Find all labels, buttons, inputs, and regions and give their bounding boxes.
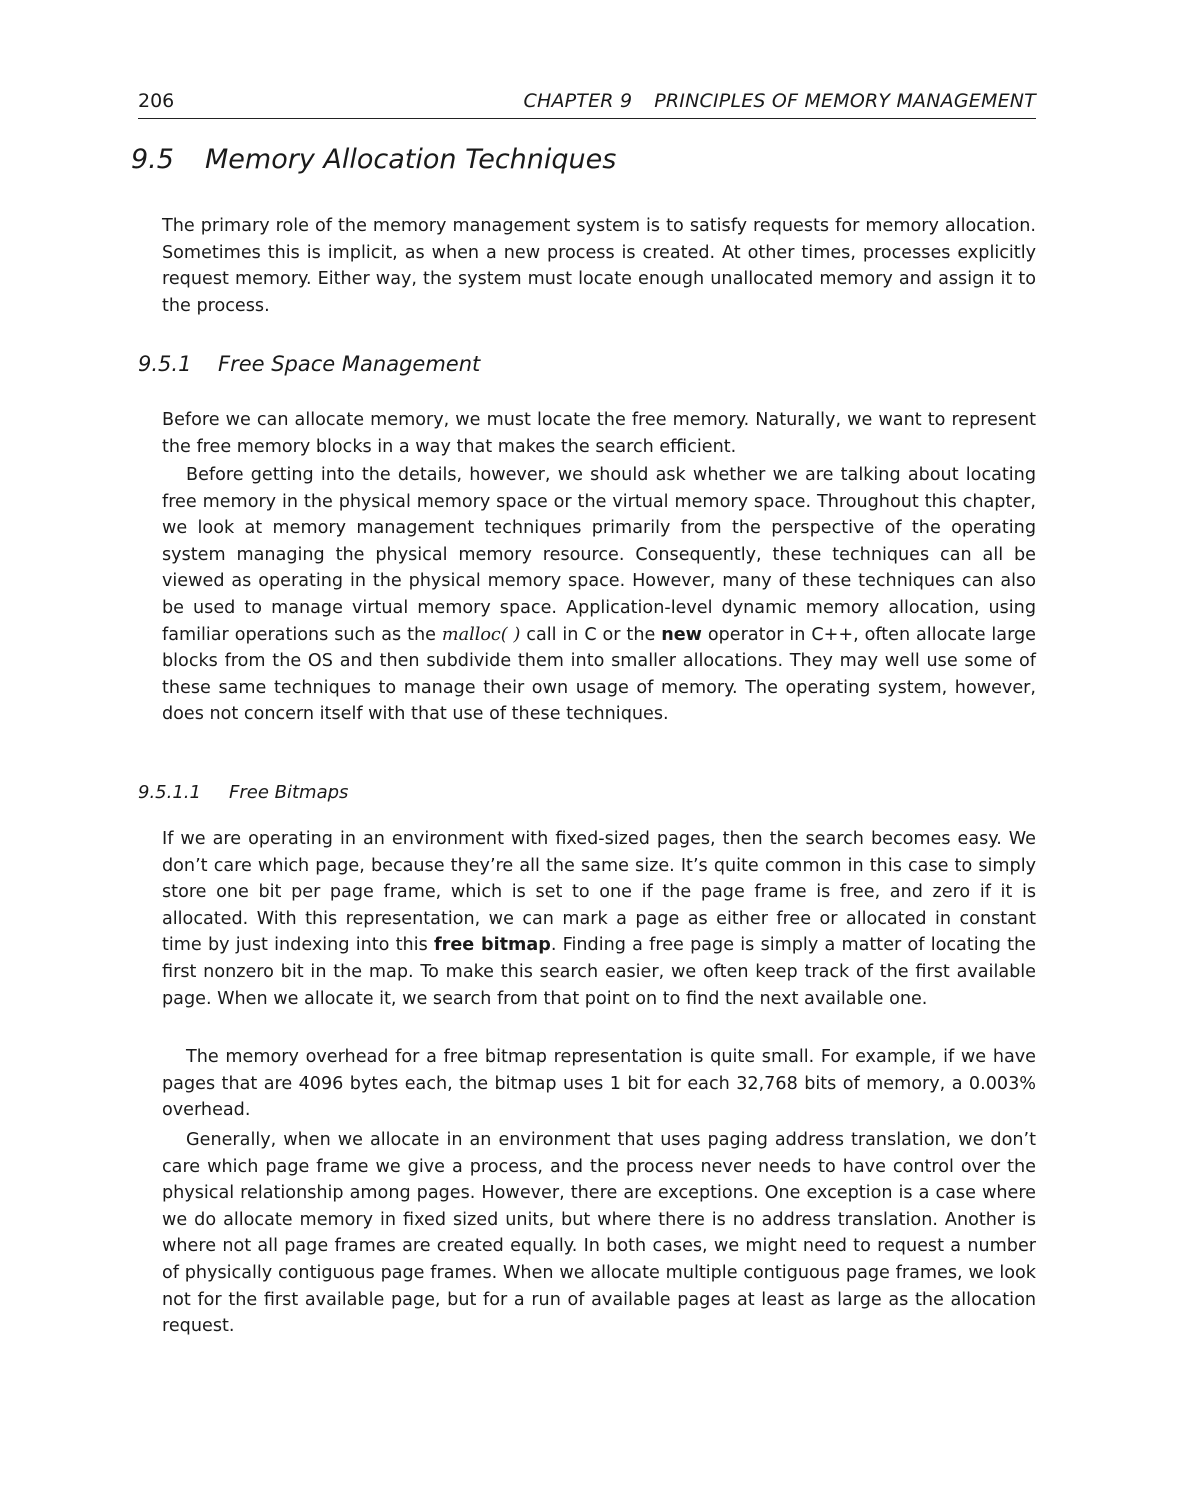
free-space-paragraph-1: Before we can allocate memory, we must locate the free memory. Naturally, we want to represent the free memory blocks in a way that makes the search efficient. <box>162 410 1036 457</box>
free-bitmaps-paragraph-1 <box>162 826 1036 1012</box>
malloc-call: malloc( ) <box>441 624 521 645</box>
section-title: Memory Allocation Techniques <box>205 144 617 175</box>
paragraph-text: . Finding a free page is simply a matter of locating the first nonzero bit in the map. To make this search easier, we often keep track of the first available page. When we allocate it, we search from that point on to find the next available one. <box>162 935 1037 1009</box>
subsubsection-heading <box>138 782 348 803</box>
chapter-label: CHAPTER 9 <box>523 90 633 112</box>
paragraph-text: call in C or the <box>520 624 662 645</box>
paragraph-text: operator in C++, often allocate large blocks from the OS and then subdivide them into smaller allocations. They may well use some of these same techniques to manage their own usage of memory. The operating system, however, does not concern itself with that use of these techniques. <box>162 624 1036 725</box>
free-bitmap-term: free bitmap <box>434 935 551 956</box>
running-header <box>138 88 1036 119</box>
page-number: 206 <box>138 90 175 112</box>
subsubsection-title: Free Bitmaps <box>229 782 349 803</box>
running-title <box>523 90 1036 112</box>
paragraph-text: Before getting into the details, however, we should ask whether we are talking about locating free memory in the physical memory space or the virtual memory space. Throughout this chapter, we look at memory management techniques primarily from the perspective of the operating system managing the physical memory resource. Consequently, these techniques can all be viewed as operating in the physical memory space. However, many of these techniques can also be used to manage virtual memory space. Application-level dynamic memory allocation, using familiar operations such as the <box>162 465 1036 645</box>
free-space-paragraph-2 <box>162 462 1036 728</box>
subsection-heading <box>138 352 480 376</box>
subsection-title: Free Space Management <box>218 352 481 376</box>
paragraph-text: If we are operating in an environment with fixed-sized pages, then the search becomes easy. We don’t care which page, because they’re all the same size. It’s quite common in this case to simply store one bit per page frame, which is set to one if the page frame is free, and zero if it is allocated. With this representation, we can mark a page as either free or allocated in constant time by just indexing into this <box>162 829 1036 956</box>
subsubsection-number: 9.5.1.1 <box>138 782 201 803</box>
section-heading <box>131 144 616 175</box>
chapter-title: PRINCIPLES OF MEMORY MANAGEMENT <box>654 90 1036 112</box>
free-bitmaps-paragraph-2: The memory overhead for a free bitmap representation is quite small. For example, if we have pages that are 4096 bytes each, the bitmap uses 1 bit for each 32,768 bits of memory, a 0.003% overhead. <box>162 1047 1036 1121</box>
new-keyword: new <box>661 624 702 645</box>
section-intro-paragraph: The primary role of the memory management system is to satisfy requests for memory allocation. Sometimes this is implicit, as when a new process is created. At other times, processes explicitly request memory. Either way, the system must locate enough unallocated memory and assign it to the process. <box>162 216 1036 316</box>
subsection-number: 9.5.1 <box>138 352 192 376</box>
free-bitmaps-paragraph-3: Generally, when we allocate in an environment that uses paging address translation, we don’t care which page frame we give a process, and the process never needs to have control over the physical relationship among pages. However, there are exceptions. One exception is a case where we do allocate memory in fixed sized units, but where there is no address translation. Another is where not all page frames are created equally. In both cases, we might need to request a number of physically contiguous page frames. When we allocate multiple contiguous page frames, we look not for the first available page, but for a run of available pages at least as large as the allocation request. <box>162 1130 1036 1337</box>
section-number: 9.5 <box>131 144 174 175</box>
